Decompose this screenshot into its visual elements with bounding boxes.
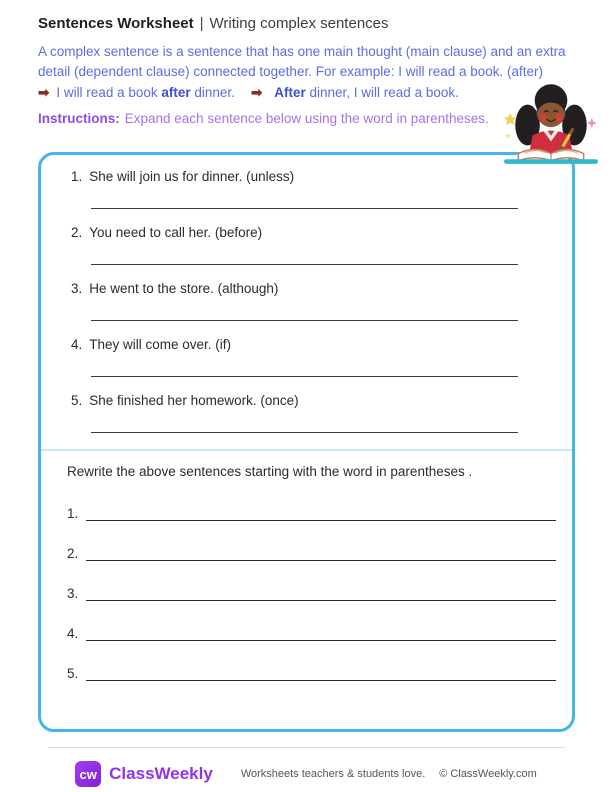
question-sentence: They will come over. (if) bbox=[89, 337, 232, 352]
rewrite-section bbox=[41, 451, 572, 681]
question-item bbox=[71, 281, 546, 321]
page-title bbox=[38, 15, 389, 32]
intro-paragraph: A complex sentence is a sentence that has one main thought (main clause) and an extra detail (dependent clause) connected together. For example: I will read a book. (after) bbox=[38, 44, 566, 79]
answer-line[interactable] bbox=[91, 432, 518, 433]
answer-line[interactable] bbox=[91, 320, 518, 321]
answer-line[interactable] bbox=[91, 264, 518, 265]
worksheet-subtitle: Writing complex sentences bbox=[209, 15, 389, 32]
question-item bbox=[71, 337, 546, 377]
rewrite-row bbox=[67, 586, 556, 601]
example-1-post: dinner. bbox=[190, 85, 235, 100]
rewrite-number: 5. bbox=[67, 666, 79, 681]
brand-name: ClassWeekly bbox=[109, 764, 213, 783]
expand-section bbox=[41, 155, 572, 433]
question-item bbox=[71, 225, 546, 265]
answer-line[interactable] bbox=[91, 376, 518, 377]
rewrite-row bbox=[67, 506, 556, 521]
example-line bbox=[38, 85, 459, 101]
footer-copyright: © ClassWeekly.com bbox=[439, 768, 537, 780]
rewrite-number: 4. bbox=[67, 626, 79, 641]
rewrite-number: 3. bbox=[67, 586, 79, 601]
rewrite-row bbox=[67, 546, 556, 561]
title-separator: | bbox=[199, 15, 204, 32]
rewrite-row bbox=[67, 626, 556, 641]
arrow-icon: ➡ bbox=[250, 85, 263, 100]
example-1-keyword: after bbox=[161, 85, 191, 100]
question-number: 1. bbox=[71, 169, 83, 184]
question-number: 5. bbox=[71, 393, 83, 408]
example-2-keyword: After bbox=[274, 85, 306, 100]
rewrite-row bbox=[67, 666, 556, 681]
question-text bbox=[71, 225, 546, 240]
rewrite-line[interactable] bbox=[86, 547, 556, 561]
arrow-icon: ➡ bbox=[38, 85, 50, 100]
question-item bbox=[71, 169, 546, 209]
question-text bbox=[71, 169, 546, 184]
girl-reading-illustration bbox=[502, 82, 600, 164]
footer bbox=[0, 758, 612, 790]
question-item bbox=[71, 393, 546, 433]
worksheet-title: Sentences Worksheet bbox=[38, 15, 194, 32]
footer-tagline: Worksheets teachers & students love. bbox=[240, 768, 426, 780]
footer-divider bbox=[48, 747, 565, 748]
example-2-post: dinner, I will read a book. bbox=[305, 85, 459, 100]
classweekly-logo-icon: cw bbox=[75, 761, 101, 787]
rewrite-line[interactable] bbox=[86, 667, 556, 681]
question-number: 2. bbox=[71, 225, 83, 240]
rewrite-line[interactable] bbox=[86, 507, 556, 521]
question-sentence: You need to call her. (before) bbox=[89, 225, 263, 240]
rewrite-number: 2. bbox=[67, 546, 79, 561]
instructions bbox=[38, 111, 489, 126]
rewrite-line[interactable] bbox=[86, 627, 556, 641]
rewrite-number: 1. bbox=[67, 506, 79, 521]
question-text bbox=[71, 393, 546, 408]
question-number: 3. bbox=[71, 281, 83, 296]
rewrite-line[interactable] bbox=[86, 587, 556, 601]
answer-line[interactable] bbox=[91, 208, 518, 209]
rewrite-prompt: Rewrite the above sentences starting with the word in parentheses . bbox=[67, 464, 473, 479]
worksheet-panel bbox=[38, 152, 575, 732]
question-sentence: He went to the store. (although) bbox=[89, 281, 279, 296]
question-number: 4. bbox=[71, 337, 83, 352]
question-text bbox=[71, 281, 546, 296]
question-text bbox=[71, 337, 546, 352]
instructions-text: Expand each sentence below using the word in parentheses. bbox=[124, 111, 489, 126]
example-1-pre: I will read a book bbox=[56, 85, 162, 100]
instructions-label: Instructions: bbox=[38, 111, 120, 126]
question-sentence: She finished her homework. (once) bbox=[89, 393, 299, 408]
question-sentence: She will join us for dinner. (unless) bbox=[89, 169, 295, 184]
